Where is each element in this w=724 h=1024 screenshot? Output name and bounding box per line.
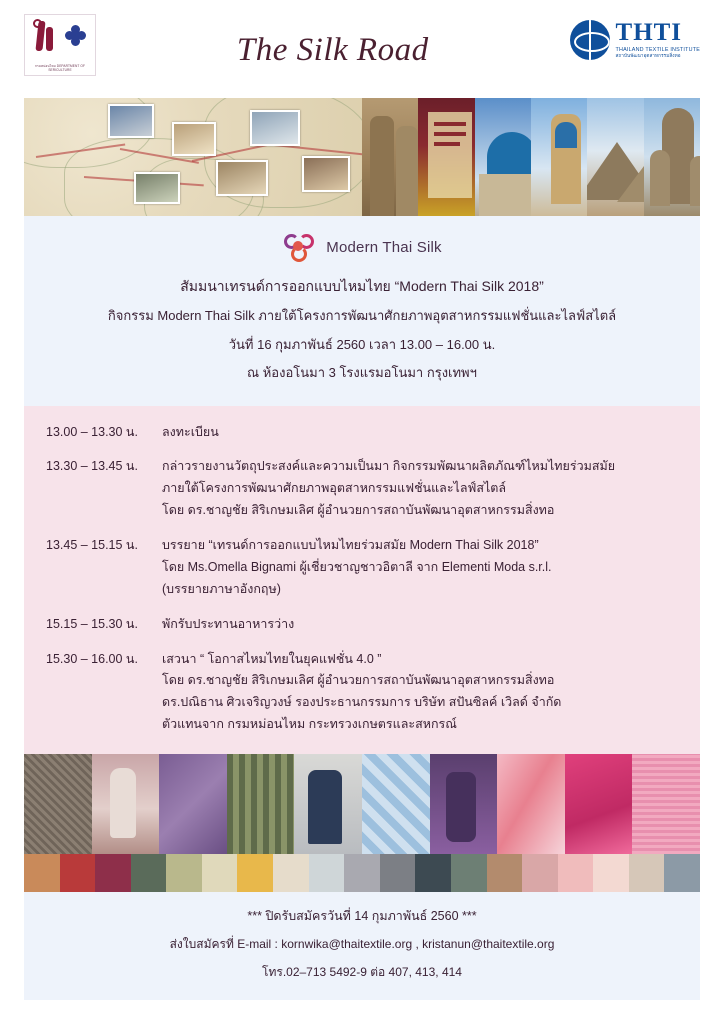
fabric-photo-strip <box>24 754 700 854</box>
palette-swatch <box>95 854 131 892</box>
seminar-venue: ณ ห้องอโนมา 3 โรงแรมอโนมา กรุงเทพฯ <box>247 365 477 380</box>
schedule-detail-line: โดย ดร.ชาญชัย สิริเกษมเลิศ ผู้อำนวยการสถาบันพัฒนาอุตสาหกรรมสิ่งทอ <box>162 503 555 518</box>
palette-swatch <box>380 854 416 892</box>
flower-icon <box>65 25 87 47</box>
swatch-blue-suit-model <box>294 754 362 854</box>
seminar-title: สัมมนาเทรนด์การออกแบบไหมไทย “Modern Thai Silk 2018” <box>180 278 544 294</box>
photo-persepolis-relief <box>362 98 418 216</box>
swatch-pink-satin-drape <box>497 754 565 854</box>
schedule-detail-line: ภายใต้โครงการพัฒนาศักยภาพอุตสาหกรรมแฟชั่นและไลฟ์สไตล์ <box>162 481 507 496</box>
palette-swatch <box>344 854 380 892</box>
thti-name: THTI <box>615 19 683 46</box>
palette-swatch <box>237 854 273 892</box>
schedule-row <box>46 535 690 601</box>
photo-illuminated-manuscript <box>418 98 474 216</box>
schedule-detail-line: กล่าวรายงานวัตถุประสงค์และความเป็นมา กิจกรรมพัฒนาผลิตภัณฑ์ไหมไทยร่วมสมัย <box>162 459 616 474</box>
palette-swatch <box>664 854 700 892</box>
schedule-detail <box>162 422 690 444</box>
palette-swatch <box>593 854 629 892</box>
schedule-list <box>24 406 700 755</box>
schedule-row <box>46 456 690 522</box>
palette-swatch <box>202 854 238 892</box>
silk-road-map-image <box>24 98 362 216</box>
palette-swatch <box>522 854 558 892</box>
schedule-detail-line: บรรยาย “เทรนด์การออกแบบไหมไทยร่วมสมัย Modern Thai Silk 2018” <box>162 538 539 552</box>
schedule-detail-line: โดย Ms.Omella Bignami ผู้เชี่ยวชาญชาวอิตาลี จาก Elementi Moda s.r.l. <box>162 559 552 574</box>
photo-blue-dome-mosque <box>475 98 531 216</box>
schedule-detail-line: ลงทะเบียน <box>162 424 219 439</box>
poster-header <box>0 0 724 96</box>
schedule-time: 13.30 – 13.45 น. <box>46 459 138 474</box>
globe-icon <box>570 20 610 60</box>
palette-swatch <box>131 854 167 892</box>
photo-desert-mountain <box>587 98 643 216</box>
palette-swatch <box>24 854 60 892</box>
palette-swatch <box>415 854 451 892</box>
schedule-time: 15.15 – 15.30 น. <box>46 616 138 631</box>
intro-block <box>24 216 700 406</box>
thti-subtitle-en: THAILAND TEXTILE INSTITUTE <box>615 47 700 53</box>
registration-deadline: *** ปิดรับสมัครวันที่ 14 กุมภาพันธ์ 2560 *** <box>247 909 477 923</box>
schedule-detail-line: (บรรยายภาษาอังกฤษ) <box>162 581 281 596</box>
photo-registan-tower <box>531 98 587 216</box>
palette-swatch <box>558 854 594 892</box>
schedule-detail-line: ตัวแทนจาก กรมหม่อนไหม กระทรวงเกษตรและสหกรณ์ <box>162 717 457 732</box>
schedule-detail-line: ดร.ปณิธาน ศิวเจริญวงษ์ รองประธานกรรมการ บริษัท สปันซิลค์ เวิลด์ จำกัด <box>162 695 562 710</box>
schedule-detail <box>162 535 690 601</box>
schedule-detail-line: เสวนา “ โอกาสไหมไทยในยุคแฟชั่น 4.0 ” <box>162 651 382 666</box>
silk-road-banner <box>24 98 700 216</box>
swatch-patterned-jacket-model <box>430 754 498 854</box>
schedule-time: 13.45 – 15.15 น. <box>46 538 138 552</box>
swatch-magenta-silk <box>565 754 633 854</box>
swatch-green-textile-panel <box>227 754 295 854</box>
modern-thai-silk-brand <box>34 232 690 262</box>
color-palette-strip <box>24 854 700 892</box>
thti-logo <box>570 14 700 60</box>
seminar-datetime: วันที่ 16 กุมภาพันธ์ 2560 เวลา 13.00 – 16.00 น. <box>228 336 496 352</box>
department-of-sericulture-logo <box>24 14 96 76</box>
schedule-time: 15.30 – 16.00 น. <box>46 651 138 666</box>
swatch-fabric-texture-brown <box>24 754 92 854</box>
palette-swatch <box>60 854 96 892</box>
schedule-detail <box>162 649 690 737</box>
contact-email-line: ส่งใบสมัครที่ E-mail : kornwika@thaitextile.org , kristanun@thaitextile.org <box>169 937 555 951</box>
palette-swatch <box>629 854 665 892</box>
swatch-violet-silk <box>159 754 227 854</box>
swatch-floral-dress-model <box>92 754 160 854</box>
schedule-detail <box>162 456 690 522</box>
palette-swatch <box>273 854 309 892</box>
schedule-detail-line: พักรับประทานอาหารว่าง <box>162 616 295 631</box>
page-title: The Silk Road <box>236 32 429 68</box>
brand-label: Modern Thai Silk <box>326 238 442 256</box>
palette-swatch <box>487 854 523 892</box>
photo-prasat-temple <box>644 98 700 216</box>
poster-body <box>24 216 700 754</box>
schedule-row <box>46 422 690 444</box>
palette-swatch <box>451 854 487 892</box>
modern-thai-silk-logo-icon <box>282 232 316 262</box>
swatch-pink-weave <box>632 754 700 854</box>
schedule-detail <box>162 614 690 636</box>
contact-phone-line: โทร.02–713 5492-9 ต่อ 407, 413, 414 <box>262 965 462 979</box>
schedule-detail-line: โดย ดร.ชาญชัย สิริเกษมเลิศ ผู้อำนวยการสถาบันพัฒนาอุตสาหกรรมสิ่งทอ <box>162 673 555 688</box>
sericulture-mark-icon <box>31 19 61 55</box>
schedule-row <box>46 614 690 636</box>
poster-footer <box>24 892 700 1000</box>
department-logo-caption: กรมหม่อนไหม DEPARTMENT OF SERICULTURE <box>34 64 86 72</box>
seminar-program: กิจกรรม Modern Thai Silk ภายใต้โครงการพัฒนาศักยภาพอุตสาหกรรมแฟชั่นและไลฟ์สไตล์ <box>107 308 617 323</box>
swatch-lattice-pattern-blue <box>362 754 430 854</box>
schedule-time: 13.00 – 13.30 น. <box>46 424 138 439</box>
thti-subtitle-th: สถาบันพัฒนาอุตสาหกรรมสิ่งทอ <box>615 53 681 58</box>
palette-swatch <box>166 854 202 892</box>
schedule-row <box>46 649 690 737</box>
palette-swatch <box>309 854 345 892</box>
